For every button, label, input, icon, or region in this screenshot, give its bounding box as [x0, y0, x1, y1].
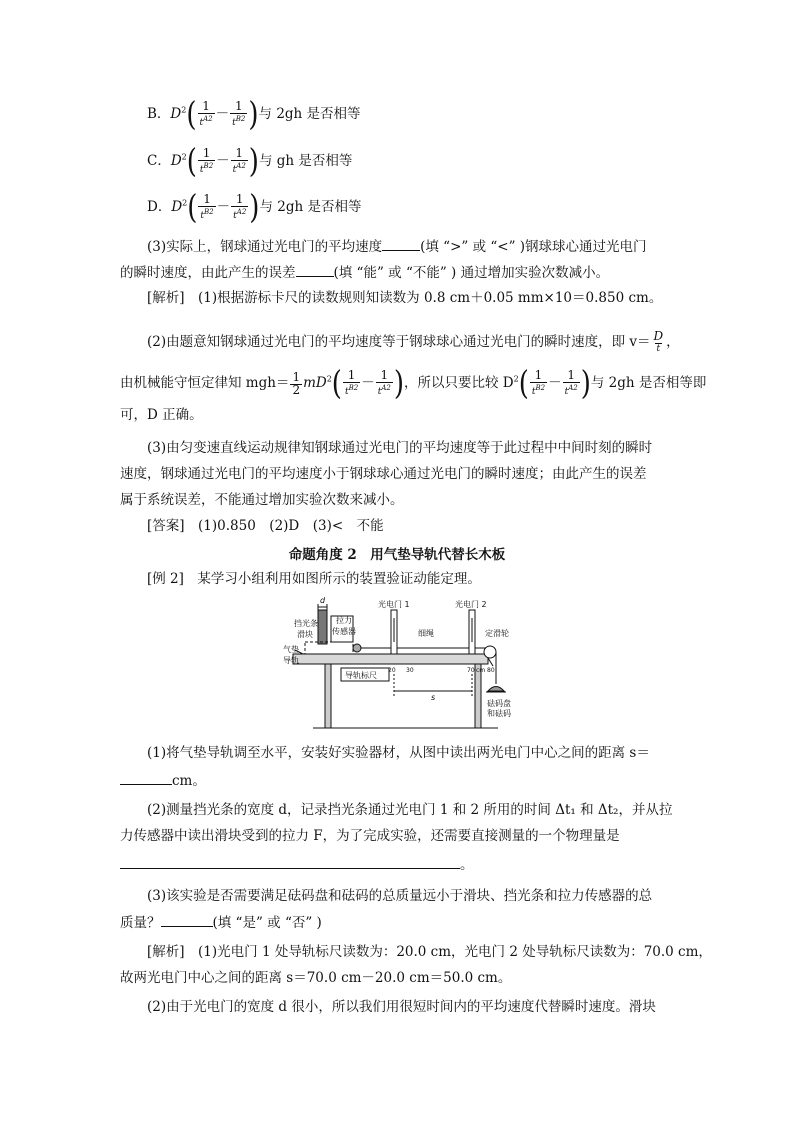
answer-blank-quantity[interactable] [120, 854, 460, 869]
weights-label-1: 砝码盘 [487, 699, 511, 708]
pulley-label: 定滑轮 [485, 629, 509, 638]
air-track-diagram [283, 596, 518, 730]
q2-1-line-2: cm。 [120, 770, 206, 791]
tick-cm: cm [476, 667, 486, 674]
d-label: d [320, 596, 326, 605]
air-label-1: 气垫 [283, 645, 299, 654]
analysis-1-line-3: 由机械能守恒定律知 mgh＝ $\frac{1}{2}$ $mD^2$( $\frac{1}{t^{B2}}$ － $\frac{1}{t^{A2}}$ )，所以只要比较 $D^2$( $\frac{1}{t^{B2}}$ － $\frac{1}{t^{A2}}$ )与 2gh 是否相等即 [120, 364, 707, 403]
tick-30: 30 [406, 667, 414, 674]
section-heading: 命题角度 2 用气垫导轨代替长木板 [288, 547, 506, 563]
q2-2-line-1: (2)测量挡光条的宽度 d，记录挡光条通过光电门 1 和 2 所用的时间 Δt₁ 和 Δt₂，并从拉 [147, 802, 673, 818]
tick-70: 70 [467, 667, 475, 674]
analysis-1-line-6: 速度，钢球通过光电门的平均速度小于钢球球心通过光电门的瞬时速度；由此产生的误差 [120, 466, 647, 482]
answer-blank-2[interactable] [296, 262, 334, 277]
force-label-2: 力 [344, 616, 352, 625]
gate-2-label: 光电门 2 [455, 600, 487, 609]
example-2-title: [例 2] 某学习小组利用如图所示的装置验证动能定理。 [147, 571, 481, 587]
q2-3-line-2: 质量？ (填 “是” 或 “否” ) [120, 912, 322, 933]
answer-blank-1[interactable] [382, 236, 420, 251]
weights-label-2: 和砝码 [487, 709, 511, 718]
shade-label: 挡光条 [294, 619, 318, 628]
analysis-1-line-4: 可，D 正确。 [120, 407, 203, 423]
analysis-2-line-2: 故两光电门中心之间的距离 s＝70.0 cm－20.0 cm＝50.0 cm。 [120, 970, 512, 986]
answer-1: [答案] (1)0.850 (2)D (3)< 不能 [147, 518, 384, 534]
question-3-line-1: (3)实际上，钢球通过光电门的平均速度 (填 “>” 或 “<” )钢球球心通过光电门 [147, 236, 647, 257]
tick-80: 80 [487, 667, 495, 674]
force-label-3: 传感器 [332, 627, 356, 636]
answer-blank-distance[interactable] [120, 770, 172, 785]
analysis-1-line-1: [解析] (1)根据游标卡尺的读数规则知读数为 0.8 cm＋0.05 mm×10＝0.850 cm。 [147, 290, 663, 306]
rope-label: 细绳 [418, 629, 434, 638]
ruler-label: 导轨标尺 [345, 671, 377, 680]
air-label-2: 导轨 [283, 656, 299, 665]
s-label: s [431, 693, 436, 702]
analysis-2-line-3: (2)由于光电门的宽度 d 很小，所以我们用很短时间内的平均速度代替瞬时速度。滑块 [147, 999, 656, 1015]
q2-2-line-2: 力传感器中读出滑块受到的拉力 F，为了完成实验，还需要直接测量的一个物理量是 [120, 828, 620, 844]
option-c: C．$D^2$( $\frac{1}{t^{B2}}$ － $\frac{1}{t^{A2}}$ )与 gh 是否相等 [147, 142, 353, 181]
slider-label: 滑块 [297, 630, 313, 639]
analysis-1-line-2: (2)由题意知钢球通过光电门的平均速度等于钢球球心通过光电门的瞬时速度，即 v＝ $\frac{D}{t}$ ， [147, 329, 680, 354]
option-d: D．$D^2$( $\frac{1}{t^{B2}}$ － $\frac{1}{t^{A2}}$ )与 2gh 是否相等 [147, 188, 362, 227]
force-label-1: 拉 [336, 616, 344, 625]
analysis-1-line-7: 属于系统误差，不能通过增加实验次数来减小。 [120, 492, 404, 508]
answer-blank-yes-no[interactable] [161, 912, 213, 927]
analysis-2-line-1: [解析] (1)光电门 1 处导轨标尺读数为：20.0 cm，光电门 2 处导轨标尺读数为：70.0 cm， [147, 944, 712, 960]
analysis-1-line-5: (3)由匀变速直线运动规律知钢球通过光电门的平均速度等于此过程中中间时刻的瞬时 [147, 440, 653, 456]
question-3-line-2: 的瞬时速度，由此产生的误差 (填 “能” 或 “不能” ) 通过增加实验次数减小。 [120, 262, 609, 283]
q2-1-line-1: (1)将气垫导轨调至水平，安装好实验器材，从图中读出两光电门中心之间的距离 s＝ [147, 745, 650, 761]
gate-1-label: 光电门 1 [378, 600, 410, 609]
q2-2-line-3: 。 [120, 854, 474, 875]
option-b: B．$D^2$( $\frac{1}{t^{A2}}$ － $\frac{1}{t^{B2}}$ )与 2gh 是否相等 [147, 95, 361, 134]
q2-3-line-1: (3)该实验是否需要满足砝码盘和砝码的总质量远小于滑块、挡光条和拉力传感器的总 [147, 888, 653, 904]
tick-20: 20 [388, 667, 396, 674]
